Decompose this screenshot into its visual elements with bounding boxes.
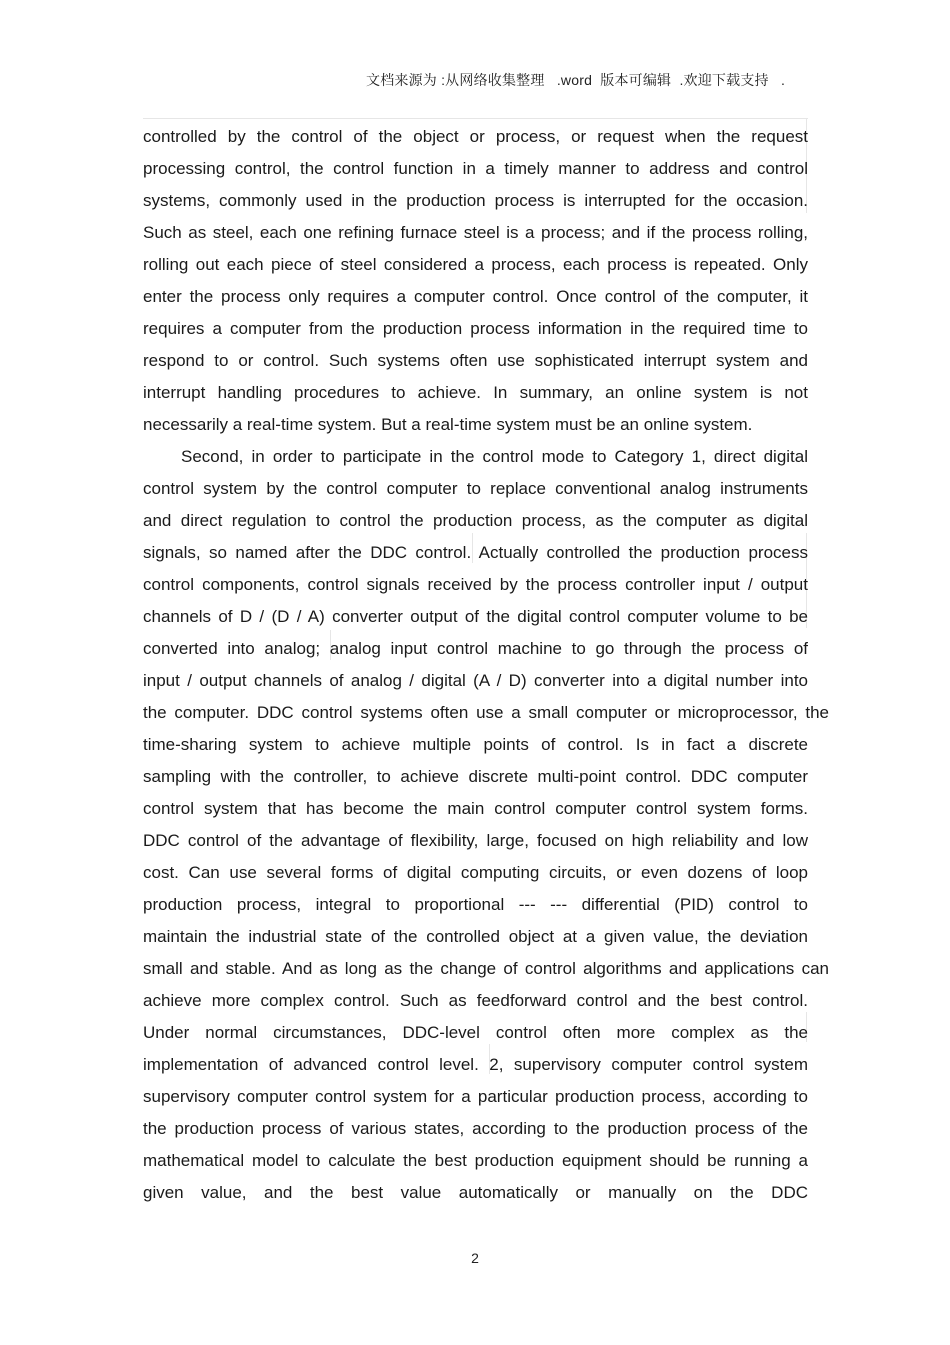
- text-line: interrupt handling procedures to achieve. In summary, an online system is not: [143, 383, 808, 402]
- text-line: maintain the industrial state of the controlled object at a given value, the deviation: [143, 927, 808, 946]
- text-line: implementation of advanced control level. 2, supervisory computer control system: [143, 1055, 808, 1074]
- text-line: the computer. DDC control systems often use a small computer or microprocessor, the: [143, 703, 829, 722]
- text-line: requires a computer from the production process information in the required time to: [143, 319, 808, 338]
- page-number: 2: [471, 1250, 479, 1266]
- text-line: systems, commonly used in the production process is interrupted for the occasion.: [143, 191, 808, 210]
- body-text: [143, 121, 829, 1209]
- text-line: respond to or control. Such systems often use sophisticated interrupt system and: [143, 351, 808, 370]
- text-line: rolling out each piece of steel considered a process, each process is repeated. Only: [143, 255, 808, 274]
- text-line: time-sharing system to achieve multiple points of control. Is in fact a discrete: [143, 735, 808, 754]
- text-line: mathematical model to calculate the best production equipment should be running a: [143, 1151, 808, 1170]
- text-line: and direct regulation to control the production process, as the computer as digital: [143, 511, 808, 530]
- text-line: cost. Can use several forms of digital computing circuits, or even dozens of loop: [143, 863, 808, 882]
- text-line: small and stable. And as long as the change of control algorithms and applications can: [143, 959, 829, 978]
- text-line: converted into analog; analog input control machine to go through the process of: [143, 639, 808, 658]
- text-line: enter the process only requires a computer control. Once control of the computer, it: [143, 287, 808, 306]
- text-line: processing control, the control function in a timely manner to address and control: [143, 159, 808, 178]
- text-line: Such as steel, each one refining furnace steel is a process; and if the process rolling,: [143, 223, 808, 242]
- text-line: necessarily a real-time system. But a real-time system must be an online system.: [143, 415, 753, 434]
- text-line: DDC control of the advantage of flexibility, large, focused on high reliability and low: [143, 831, 808, 850]
- text-line: Under normal circumstances, DDC-level control often more complex as the: [143, 1023, 808, 1042]
- text-line: Second, in order to participate in the control mode to Category 1, direct digital: [181, 447, 808, 466]
- text-line: signals, so named after the DDC control. Actually controlled the production process: [143, 543, 808, 562]
- text-line: controlled by the control of the object or process, or request when the request: [143, 127, 808, 146]
- text-line: input / output channels of analog / digital (A / D) converter into a digital number into: [143, 671, 808, 690]
- text-line: control system by the control computer to replace conventional analog instruments: [143, 479, 808, 498]
- text-line: control components, control signals received by the process controller input / output: [143, 575, 808, 594]
- text-line: channels of D / (D / A) converter output of the digital control computer volume to be: [143, 607, 808, 626]
- text-line: sampling with the controller, to achieve discrete multi-point control. DDC computer: [143, 767, 808, 786]
- text-line: control system that has become the main control computer control system forms.: [143, 799, 808, 818]
- text-line: given value, and the best value automatically or manually on the DDC: [143, 1183, 808, 1202]
- text-line: production process, integral to proportional --- --- differential (PID) control to: [143, 895, 808, 914]
- text-line: supervisory computer control system for a particular production process, according to: [143, 1087, 808, 1106]
- scan-artifact-line: [143, 118, 808, 119]
- text-line: achieve more complex control. Such as feedforward control and the best control.: [143, 991, 808, 1010]
- page-header: 文档来源为 :从网络收集整理 .word 版本可编辑 .欢迎下载支持 .: [366, 72, 786, 88]
- text-line: the production process of various states, according to the production process of the: [143, 1119, 808, 1138]
